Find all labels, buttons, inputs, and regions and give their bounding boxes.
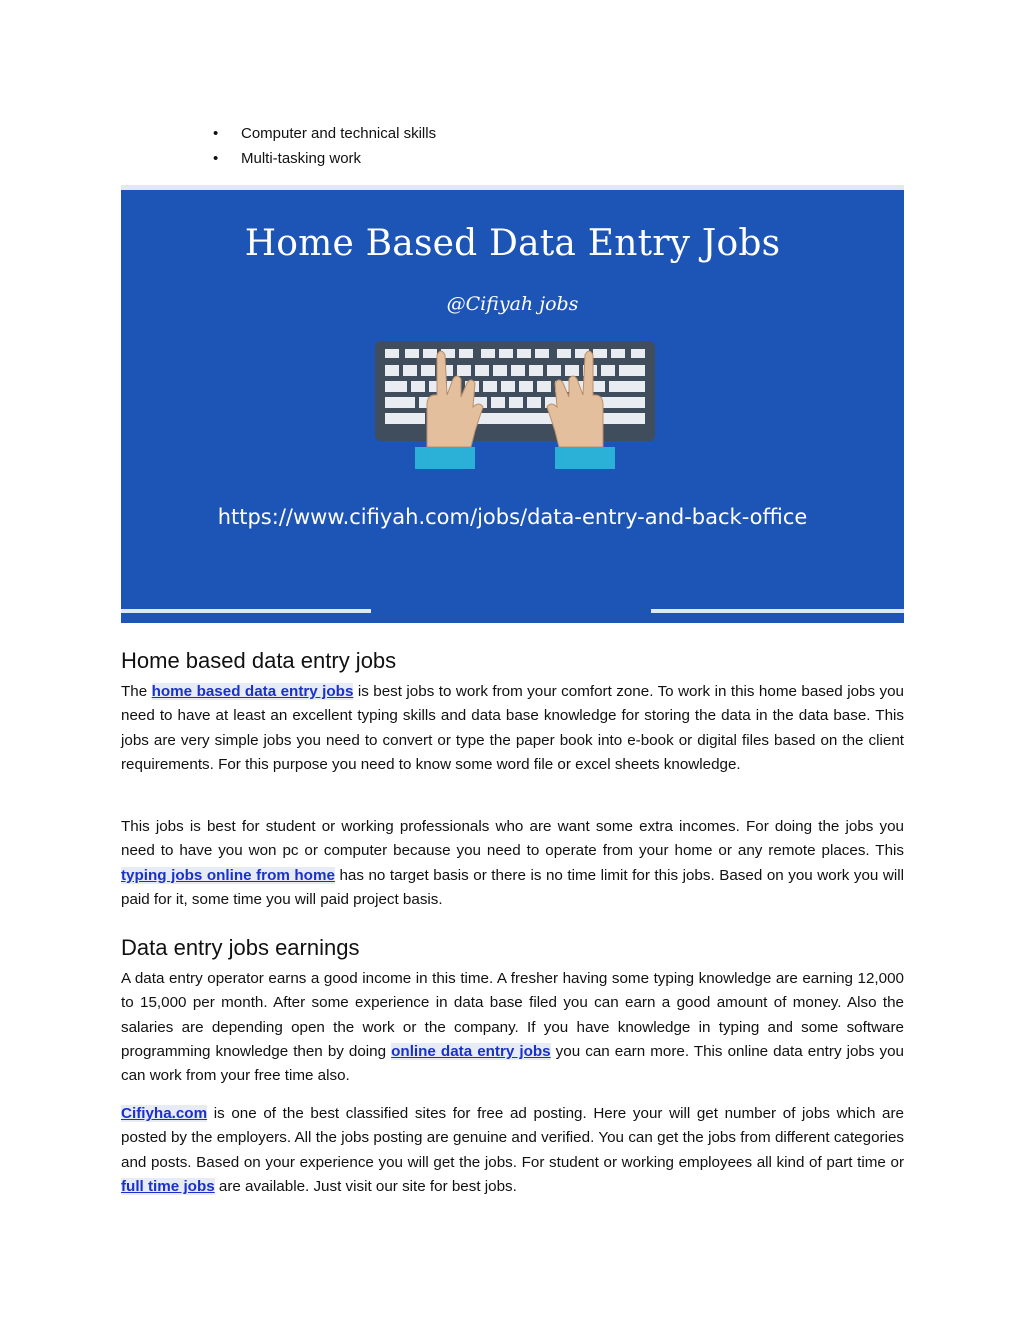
link-cifiyha-com[interactable]: Cifiyha.com — [121, 1105, 208, 1122]
keyboard-hands-icon — [375, 335, 655, 475]
banner-bottom-left-bar — [121, 609, 371, 613]
section-heading-earnings: Data entry jobs earnings — [121, 935, 360, 960]
text-span: The — [121, 683, 152, 700]
link-online-data-entry-jobs[interactable]: online data entry jobs — [391, 1042, 551, 1060]
text-span: has no target basis or there is no time limit for this jobs. Based on you work you will paid for it, some time you will paid project basis. — [121, 866, 904, 908]
text-span: This jobs is best for student or working professionals who are want some extra incomes. For doing the jobs you need to have you won pc or computer because you need to operate from your home or any remote places. This — [121, 818, 904, 860]
text-span: is one of the best classified sites for free ad posting. Here your will get number of jobs which are posted by the employers. All the jobs posting are genuine and verified. You can get the jobs from different categories and posts. Based on your experience you will get the jobs. For student or working employees all kind of part time or — [121, 1105, 904, 1171]
link-full-time-jobs[interactable]: full time jobs — [121, 1177, 215, 1195]
link-home-based-data-entry-jobs[interactable]: home based data entry jobs — [151, 683, 354, 700]
banner-image — [121, 185, 904, 623]
paragraph — [121, 680, 904, 777]
text-span: is best jobs to work from your comfort zone. To work in this home based jobs you need to have at least an excellent typing skills and data base knowledge for storing the data in the data base. This jobs are very simple jobs you need to convert or type the paper book into e-book or digital files based on the client requirements. For this purpose you need to know some word file or excel sheets knowledge. — [121, 683, 904, 773]
skills-list — [121, 121, 436, 171]
text-span: are available. Just visit our site for best jobs. — [214, 1177, 517, 1195]
text-span: A data entry operator earns a good income in this time. A fresher having some typing knowledge are earning 12,000 to 15,000 per month. After some experience in data base filed you can earn a good amount of money. Also the salaries are depending open the work or the company. If you have knowledge in typing and some software programming knowledge then by doing — [121, 970, 904, 1060]
banner-title: Home Based Data Entry Jobs — [244, 223, 781, 264]
list-item: • Multi-tasking work — [121, 146, 436, 171]
banner-url: https://www.cifiyah.com/jobs/data-entry-and-back-office — [217, 505, 808, 529]
paragraph — [121, 1102, 904, 1199]
paragraph — [121, 967, 904, 1088]
banner-bottom-right-bar — [651, 609, 904, 613]
paragraph — [121, 815, 904, 912]
banner-top-bar — [121, 185, 904, 190]
list-item: • Computer and technical skills — [121, 121, 436, 146]
text-span: you can earn more. This online data entry jobs you can work from your free time also. — [121, 1042, 905, 1085]
link-typing-jobs-online-from-home[interactable]: typing jobs online from home — [121, 866, 335, 884]
banner-handle: @Cifiyah jobs — [446, 293, 579, 315]
section-heading-home-based: Home based data entry jobs — [121, 648, 397, 673]
